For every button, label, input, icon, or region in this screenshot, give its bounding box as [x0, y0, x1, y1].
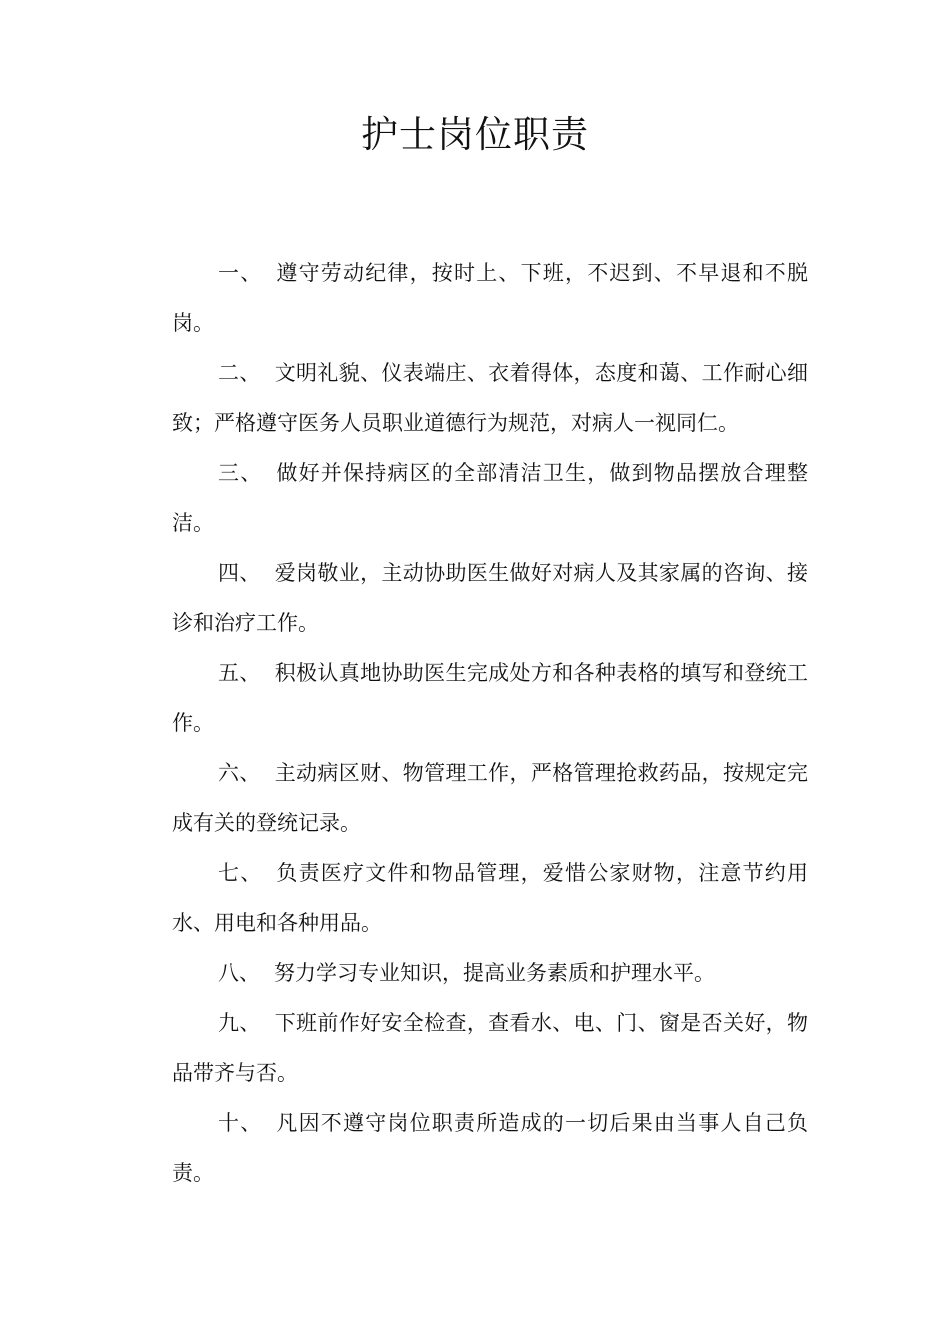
- clause-item: [172, 548, 808, 648]
- clause-item: [172, 998, 808, 1098]
- clause-text: 积极认真地协助医生完成处方和各种表格的填写和登统工作。: [172, 661, 809, 735]
- clause-text: 做好并保持病区的全部清洁卫生，做到物品摆放合理整洁。: [172, 461, 809, 535]
- clause-number: 七、: [218, 861, 263, 885]
- clause-item: [172, 348, 808, 448]
- clause-item: [172, 248, 808, 348]
- clause-text: 凡因不遵守岗位职责所造成的一切后果由当事人自己负责。: [172, 1111, 809, 1185]
- clause-text: 下班前作好安全检查，查看水、电、门、窗是否关好，物品带齐与否。: [172, 1011, 809, 1085]
- clause-item: [172, 648, 808, 748]
- clause-number: 三、: [218, 461, 263, 485]
- clause-number: 八、: [218, 961, 260, 985]
- clause-list: [172, 248, 808, 1198]
- clause-text: 负责医疗文件和物品管理，爱惜公家财物，注意节约用水、用电和各种用品。: [172, 861, 809, 935]
- clause-number: 十、: [218, 1111, 263, 1135]
- clause-item: [172, 448, 808, 548]
- clause-text: 文明礼貌、仪表端庄、衣着得体，态度和蔼、工作耐心细致；严格遵守医务人员职业道德行为规范，对病人一视同仁。: [172, 361, 809, 435]
- clause-number: 六、: [218, 761, 261, 785]
- clause-item: [172, 1098, 808, 1198]
- clause-item: [172, 748, 808, 848]
- clause-number: 五、: [218, 661, 261, 685]
- clause-text: 遵守劳动纪律，按时上、下班，不迟到、不早退和不脱岗。: [172, 261, 809, 335]
- clause-number: 一、: [218, 261, 263, 285]
- clause-number: 九、: [218, 1011, 261, 1035]
- clause-text: 主动病区财、物管理工作，严格管理抢救药品，按规定完成有关的登统记录。: [172, 761, 809, 835]
- clause-item: [172, 848, 808, 948]
- document-title: 护士岗位职责: [361, 113, 589, 156]
- clause-item: [172, 948, 808, 998]
- clause-number: 四、: [218, 561, 261, 585]
- clause-text: 努力学习专业知识，提高业务素质和护理水平。: [274, 961, 715, 985]
- clause-number: 二、: [218, 361, 261, 385]
- clause-text: 爱岗敬业，主动协助医生做好对病人及其家属的咨询、接诊和治疗工作。: [172, 561, 809, 635]
